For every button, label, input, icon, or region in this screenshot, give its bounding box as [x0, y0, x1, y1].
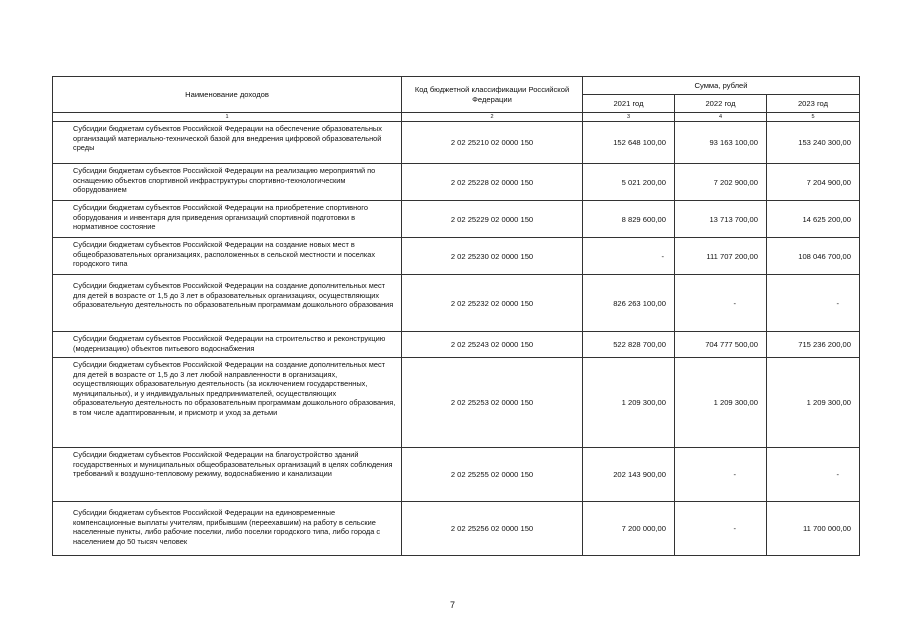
row-amount-2021: 202 143 900,00 — [583, 448, 675, 502]
row-amount-2023: - — [767, 448, 860, 502]
header-2022: 2022 год — [675, 95, 767, 113]
col-number: 4 — [675, 113, 767, 122]
revenue-table — [52, 76, 860, 556]
row-code: 2 02 25256 02 0000 150 — [402, 502, 583, 556]
row-code: 2 02 25229 02 0000 150 — [402, 201, 583, 238]
table-row — [53, 448, 860, 502]
row-code: 2 02 25253 02 0000 150 — [402, 358, 583, 448]
revenue-table-sheet — [52, 76, 859, 556]
row-amount-2021: 1 209 300,00 — [583, 358, 675, 448]
row-name: Субсидии бюджетам субъектов Российской Федерации на реализацию мероприятий по оснащению объектов спортивной инфраструктуры спортивно-технологическим оборудованием — [53, 164, 402, 201]
row-amount-2022: 13 713 700,00 — [675, 201, 767, 238]
row-code: 2 02 25230 02 0000 150 — [402, 238, 583, 275]
row-name: Субсидии бюджетам субъектов Российской Федерации на единовременные компенсационные выплаты учителям, прибывшим (переехавшим) на работу в сельские населенные пункты, либо рабочие поселки, либо поселки городского типа, либо города с населением до 50 тысяч человек — [53, 502, 402, 556]
row-name: Субсидии бюджетам субъектов Российской Федерации на создание новых мест в общеобразовательных организациях, расположенных в сельской местности и поселках городского типа — [53, 238, 402, 275]
row-name: Субсидии бюджетам субъектов Российской Федерации на строительство и реконструкцию (модернизацию) объектов питьевого водоснабжения — [53, 332, 402, 358]
table-row — [53, 332, 860, 358]
row-amount-2022: - — [675, 502, 767, 556]
row-amount-2022: 93 163 100,00 — [675, 122, 767, 164]
row-code: 2 02 25255 02 0000 150 — [402, 448, 583, 502]
col-number: 1 — [53, 113, 402, 122]
row-amount-2023: 11 700 000,00 — [767, 502, 860, 556]
row-amount-2021: - — [583, 238, 675, 275]
row-amount-2021: 152 648 100,00 — [583, 122, 675, 164]
header-2023: 2023 год — [767, 95, 860, 113]
table-row — [53, 238, 860, 275]
col-number: 5 — [767, 113, 860, 122]
row-amount-2022: - — [675, 448, 767, 502]
row-amount-2021: 8 829 600,00 — [583, 201, 675, 238]
table-row — [53, 164, 860, 201]
row-code: 2 02 25243 02 0000 150 — [402, 332, 583, 358]
row-amount-2023: 715 236 200,00 — [767, 332, 860, 358]
row-amount-2023: 153 240 300,00 — [767, 122, 860, 164]
table-row — [53, 502, 860, 556]
col-number: 3 — [583, 113, 675, 122]
row-name: Субсидии бюджетам субъектов Российской Федерации на создание дополнительных мест для детей в возрасте от 1,5 до 3 лет любой направленности в организациях, осуществляющих образовательную деятельность (за исключением государственных, муниципальных), и у индивидуальных предпринимателей, осуществляющих образовательную деятельность по образовательным программам дошкольного образования, в том числе адаптированным, и присмотр и уход за детьми — [53, 358, 402, 448]
row-amount-2023: 108 046 700,00 — [767, 238, 860, 275]
row-amount-2022: 1 209 300,00 — [675, 358, 767, 448]
row-amount-2023: 1 209 300,00 — [767, 358, 860, 448]
row-amount-2021: 826 263 100,00 — [583, 275, 675, 332]
header-name: Наименование доходов — [53, 77, 402, 113]
row-code: 2 02 25228 02 0000 150 — [402, 164, 583, 201]
row-name: Субсидии бюджетам субъектов Российской Федерации на приобретение спортивного оборудования и инвентаря для приведения организаций спортивной подготовки в нормативное состояние — [53, 201, 402, 238]
row-code: 2 02 25210 02 0000 150 — [402, 122, 583, 164]
header-code: Код бюджетной классификации Российской Федерации — [402, 77, 583, 113]
table-row — [53, 358, 860, 448]
row-amount-2021: 522 828 700,00 — [583, 332, 675, 358]
row-amount-2022: 111 707 200,00 — [675, 238, 767, 275]
row-amount-2023: - — [767, 275, 860, 332]
row-amount-2021: 5 021 200,00 — [583, 164, 675, 201]
row-amount-2022: 704 777 500,00 — [675, 332, 767, 358]
row-amount-2021: 7 200 000,00 — [583, 502, 675, 556]
header-2021: 2021 год — [583, 95, 675, 113]
table-row — [53, 201, 860, 238]
col-number: 2 — [402, 113, 583, 122]
row-amount-2022: - — [675, 275, 767, 332]
row-name: Субсидии бюджетам субъектов Российской Федерации на благоустройство зданий государственных и муниципальных общеобразовательных организаций в целях соблюдения требований к воздушно-тепловому режиму, водоснабжению и канализации — [53, 448, 402, 502]
row-name: Субсидии бюджетам субъектов Российской Федерации на обеспечение образовательных организаций материально-технической базой для внедрения цифровой образовательной среды — [53, 122, 402, 164]
table-row — [53, 122, 860, 164]
page-number: 7 — [449, 600, 455, 610]
row-amount-2023: 14 625 200,00 — [767, 201, 860, 238]
header-sum: Сумма, рублей — [583, 77, 860, 95]
row-amount-2023: 7 204 900,00 — [767, 164, 860, 201]
table-row — [53, 275, 860, 332]
row-code: 2 02 25232 02 0000 150 — [402, 275, 583, 332]
row-name: Субсидии бюджетам субъектов Российской Федерации на создание дополнительных мест для детей в возрасте от 1,5 до 3 лет в образовательных организациях, осуществляющих образовательную деятельность по образовательным программам дошкольного образования — [53, 275, 402, 332]
row-amount-2022: 7 202 900,00 — [675, 164, 767, 201]
